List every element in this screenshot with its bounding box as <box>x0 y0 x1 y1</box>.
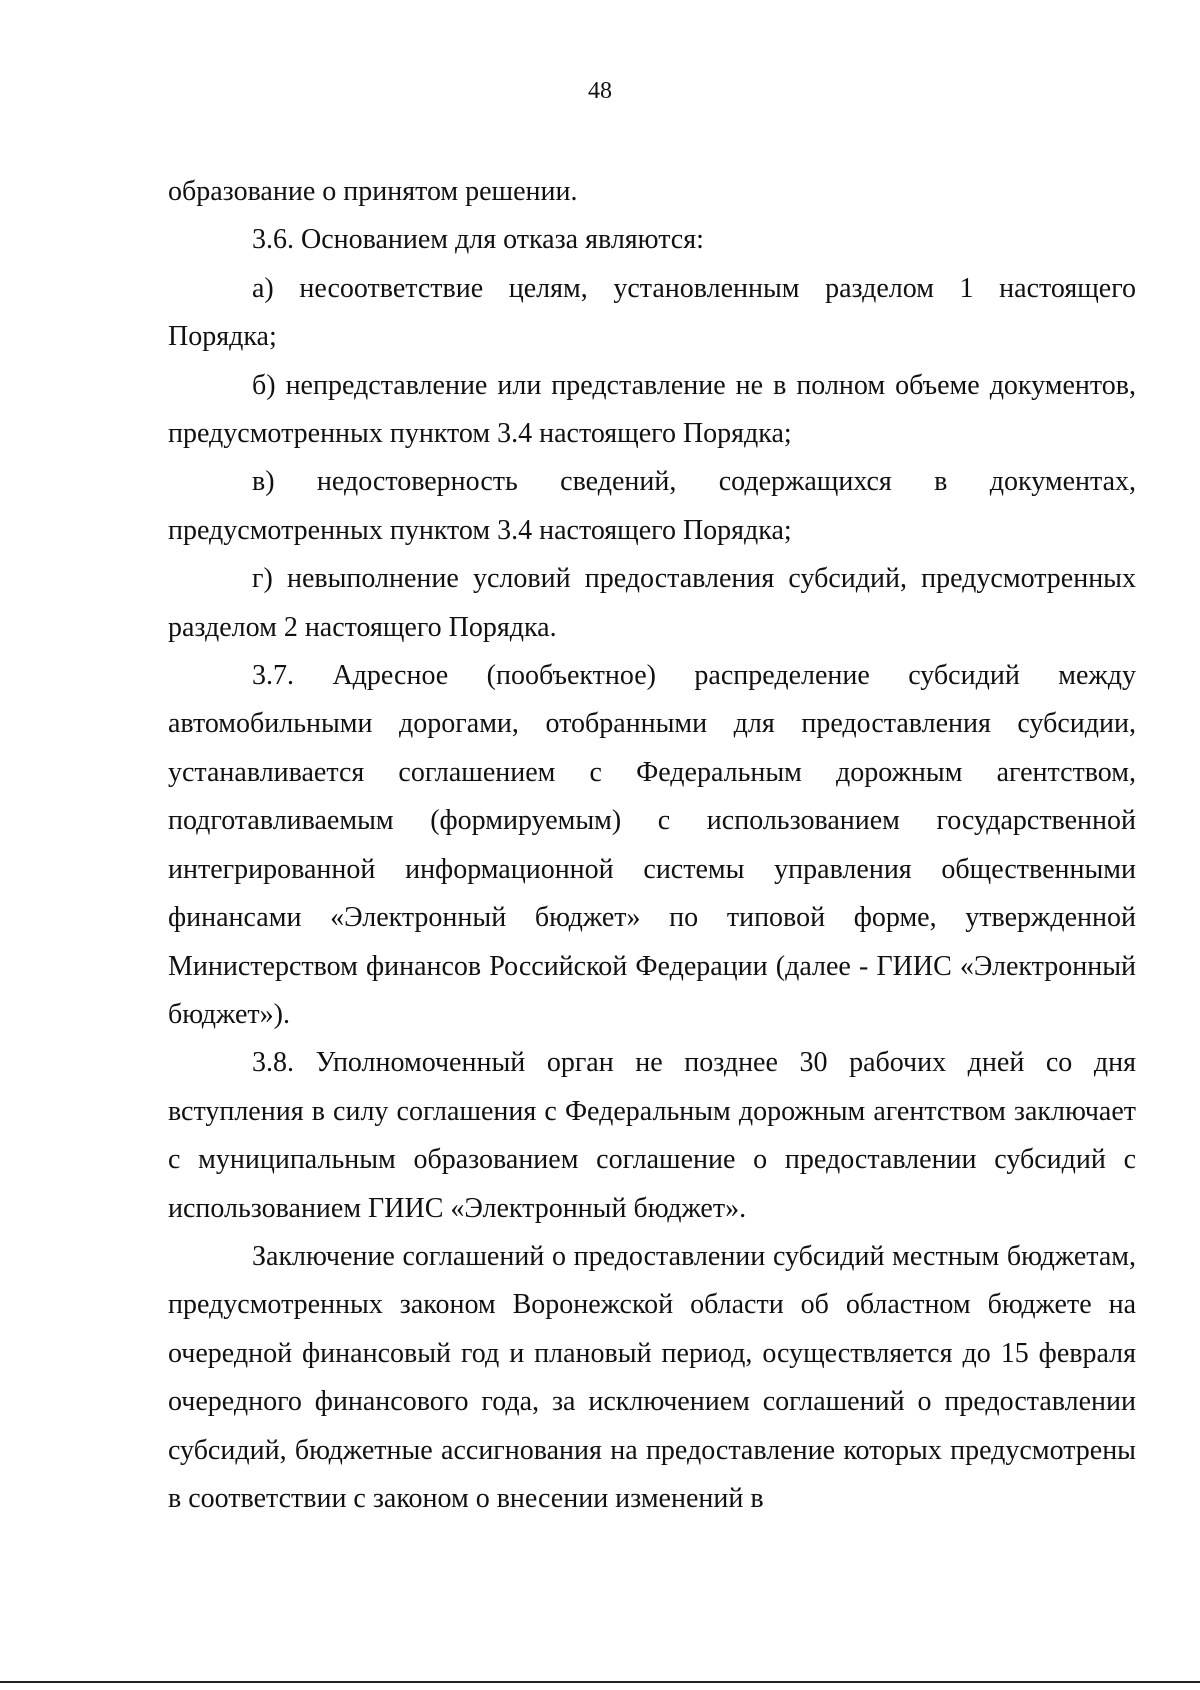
paragraph-3-6-v: в) недостоверность сведений, содержащихся в документах, предусмотренных пунктом 3.4 настоящего Порядка; <box>168 466 1136 546</box>
paragraph-continuation: образование о принятом решении. <box>168 176 578 207</box>
document-body <box>168 168 1136 1523</box>
paragraph-3-7: 3.7. Адресное (пообъектное) распределение субсидий между автомобильными дорогами, отобранными для предоставления субсидии, устанавливается соглашением с Федеральным дорожным агентством, подготавливаемым (формируемым) с использованием государственной интегрированной информационной системы управления общественными финансами «Электронный бюджет» по типовой форме, утвержденной Министерством финансов Российской Федерации (далее - ГИИС «Электронный бюджет»). <box>168 660 1136 1030</box>
paragraph-agreements: Заключение соглашений о предоставлении субсидий местным бюджетам, предусмотренных законом Воронежской области об областном бюджете на очередной финансовый год и плановый период, осуществляется до 15 февраля очередного финансового года, за исключением соглашений о предоставлении субсидий, бюджетные ассигнования на предоставление которых предусмотрены в соответствии с законом о внесении изменений в <box>168 1240 1136 1514</box>
paragraph-3-6-a: а) несоответствие целям, установленным разделом 1 настоящего Порядка; <box>168 272 1136 353</box>
paragraph-3-8: 3.8. Уполномоченный орган не позднее 30 рабочих дней со дня вступления в силу соглашения с Федеральным дорожным агентством заключает с муниципальным образованием соглашение о предоставлении субсидий с использованием ГИИС «Электронный бюджет». <box>168 1047 1136 1224</box>
paragraph-3-6-b: б) непредставление или представление не в полном объеме документов, предусмотренных пунктом 3.4 настоящего Порядка; <box>168 369 1136 450</box>
scan-edge-line <box>0 1681 1200 1683</box>
page-number: 48 <box>588 78 612 104</box>
paragraph-3-6-g: г) невыполнение условий предоставления субсидий, предусмотренных разделом 2 настоящего Порядка. <box>168 563 1136 643</box>
paragraph-3-6-heading: 3.6. Основанием для отказа являются: <box>252 224 704 256</box>
